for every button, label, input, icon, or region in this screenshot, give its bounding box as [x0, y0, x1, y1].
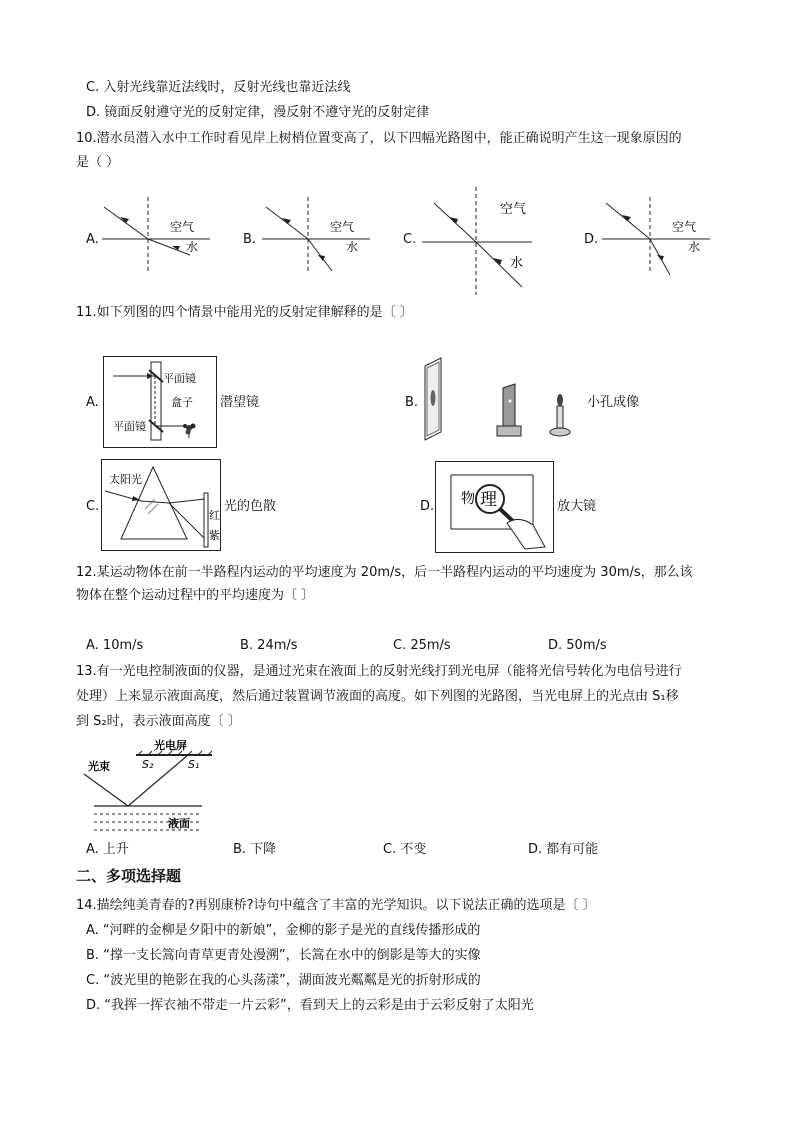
q10-diagram-c	[418, 185, 538, 297]
beam-label: 光束	[88, 760, 110, 773]
q13-option-c: C. 不变	[383, 842, 427, 857]
screen-label: 光电屏	[154, 739, 187, 752]
q10-diagram-d	[598, 195, 718, 275]
s1-label: S₁	[188, 758, 200, 771]
q10-label-d: D.	[584, 232, 599, 247]
q10-stem-line2: 是（ ）	[76, 155, 120, 170]
q10-diagram-b	[258, 195, 378, 275]
q11-label-b: B.	[405, 395, 419, 410]
section-title-multiple-choice: 二、多项选择题	[76, 867, 182, 885]
arrow-icon	[449, 217, 458, 224]
wuli-text-2: 理	[480, 490, 497, 510]
q9-option-c: C. 入射光线靠近法线时，反射光线也靠近法线	[86, 80, 351, 95]
mirror-bottom-label: 平面镜	[113, 420, 146, 433]
q11-dispersion-diagram	[101, 459, 221, 551]
q12-stem-line2: 物体在整个运动过程中的平均速度为〔 〕	[76, 588, 315, 603]
leaf-icon	[186, 430, 191, 435]
q14-option-c: C. “波光里的艳影在我的心头荡漾”，湖面波光粼粼是光的折射形成的	[86, 973, 481, 988]
light-screen	[204, 493, 208, 547]
water-label: 水	[186, 240, 199, 254]
box-label: 盒子	[171, 396, 193, 409]
air-label: 空气	[330, 220, 355, 234]
q13-option-a: A. 上升	[86, 842, 129, 857]
q11-stem: 11.如下列图的四个情景中能用光的反射定律解释的是〔 〕	[76, 305, 413, 320]
q12-stem-line1: 12.某运动物体在前一半路程内运动的平均速度为 20m/s，后一半路程内运动的平均速度为 30m/s，那么该	[76, 565, 693, 580]
inverted-image	[431, 390, 436, 406]
incident-beam	[84, 774, 128, 806]
flame-icon	[557, 394, 563, 406]
q12-option-d: D. 50m/s	[548, 638, 607, 653]
arrow-icon	[657, 255, 664, 261]
q10-stem-line1: 10.潜水员潜入水中工作时看见岸上树梢位置变高了，以下四幅光路图中，能正确说明产生这一现象原因的	[76, 131, 682, 146]
q11-label-a: A.	[86, 395, 99, 410]
q10-label-c: C.	[403, 232, 417, 247]
q11-b-caption: 小孔成像	[587, 395, 640, 410]
leaf-icon	[191, 424, 196, 429]
red-ray	[169, 499, 205, 503]
pinhole-dot	[509, 400, 512, 403]
q13-liquid-level-diagram	[80, 738, 215, 834]
q14-option-b: B. “撑一支长篙向青草更青处漫溯”，长篙在水中的倒影是等大的实像	[86, 948, 481, 963]
q14-option-d: D. “我挥一挥衣袖不带走一片云彩”，看到天上的云彩是由于云彩反射了太阳光	[86, 998, 534, 1013]
air-label: 空气	[170, 220, 195, 234]
water-label: 水	[346, 240, 359, 254]
wuli-text-1: 物	[461, 491, 475, 507]
candle	[557, 406, 563, 428]
air-label: 空气	[672, 220, 697, 234]
q11-c-caption: 光的色散	[224, 499, 277, 514]
q10-diagram-a	[98, 195, 218, 275]
q13-stem-line2: 处理）上来显示液面高度，然后通过装置调节液面的高度。如下列图的光路图，当光电屏上的光点由 S₁移	[76, 689, 679, 704]
pinhole-board	[503, 384, 515, 432]
candle-holder	[550, 428, 570, 436]
q12-option-a: A. 10m/s	[86, 638, 144, 653]
q9-option-d: D. 镜面反射遵守光的反射定律，漫反射不遵守光的反射定律	[86, 105, 430, 120]
frame	[104, 357, 217, 448]
q11-label-c: C.	[86, 499, 100, 514]
q13-option-d: D. 都有可能	[528, 842, 599, 857]
q12-option-c: C. 25m/s	[393, 638, 451, 653]
water-label: 水	[510, 256, 524, 271]
red-label: 红	[209, 509, 220, 522]
arrow-icon	[493, 258, 502, 265]
q14-stem: 14.描绘纯美青春的?再别康桥?诗句中蕴含了丰富的光学知识。以下说法正确的选项是〔 〕	[76, 898, 596, 913]
q11-pinhole-diagram	[415, 356, 585, 442]
s2-label: S₂	[142, 758, 154, 771]
q13-stem-line1: 13.有一光电控制液面的仪器，是通过光束在液面上的反射光线打到光电屏（能将光信号转化为电信号进行	[76, 664, 682, 679]
q11-periscope-diagram	[103, 356, 218, 448]
q11-a-caption: 潜望镜	[220, 395, 260, 410]
q11-label-d: D.	[420, 499, 435, 514]
q11-d-caption: 放大镜	[557, 499, 597, 514]
q11-magnifier-diagram	[435, 461, 555, 553]
sunlight-label: 太阳光	[109, 473, 142, 486]
water-label: 水	[688, 240, 701, 254]
board-stand	[497, 426, 521, 436]
q13-stem-line3: 到 S₂时，表示液面高度〔 〕	[76, 714, 241, 729]
q14-option-a: A. “河畔的金柳是夕阳中的新娘”，金柳的影子是光的直线传播形成的	[86, 923, 481, 938]
liquid-label: 液面	[168, 817, 190, 830]
reflected-beam	[128, 755, 188, 806]
mirror-top-label: 平面镜	[163, 372, 196, 385]
refracted-ray	[148, 239, 190, 255]
purple-label: 紫	[209, 529, 220, 542]
q10-label-b: B.	[243, 232, 257, 247]
refracted-ray	[308, 239, 332, 271]
air-label: 空气	[500, 202, 527, 217]
q13-option-b: B. 下降	[233, 842, 277, 857]
hand-icon	[507, 519, 545, 549]
q12-option-b: B. 24m/s	[240, 638, 298, 653]
q10-label-a: A.	[86, 232, 99, 247]
